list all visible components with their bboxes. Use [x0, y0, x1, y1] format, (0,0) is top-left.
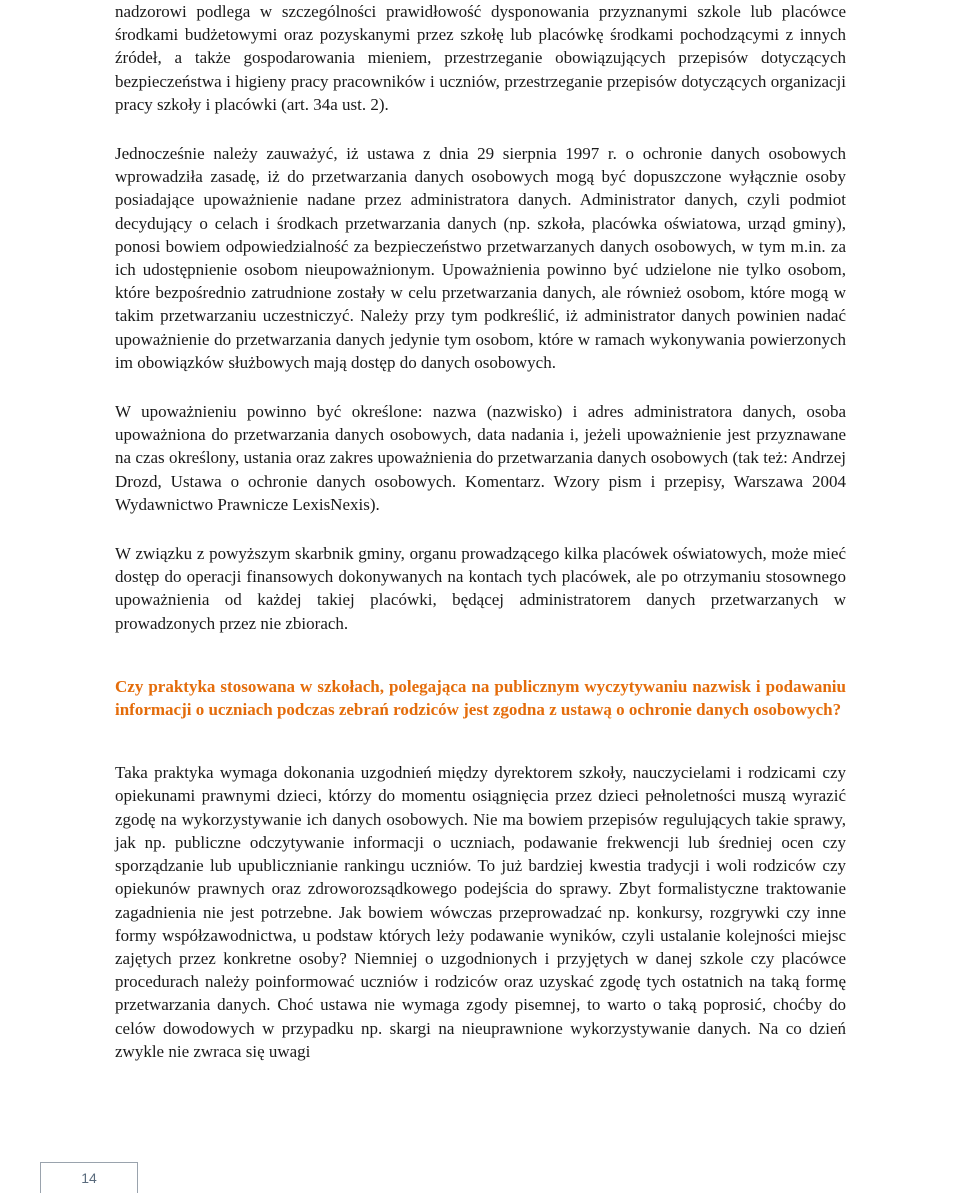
page-number: 14 — [81, 1170, 97, 1186]
answer-paragraph: Taka praktyka wymaga dokonania uzgodnień między dyrektorem szkoły, nauczycielami i rodzicami czy opiekunami prawnymi dzieci, którzy do momentu osiągnięcia przez dzieci pełnoletności muszą wyrazić zgodę na wykorzystywanie ich danych osobowych. Nie ma bowiem przepisów regulujących takie sprawy, jak np. publiczne odczytywanie informacji o uczniach, podawanie frekwencji lub średniej ocen czy sporządzanie lub upublicznianie rankingu uczniów. To już bardziej kwestia tradycji i woli rodziców czy opiekunów prawnych oraz zdroworozsądkowego podejścia do sprawy. Zbyt formalistyczne traktowanie zagadnienia nie jest potrzebne. Jak bowiem wówczas przeprowadzać np. konkursy, rozgrywki czy inne formy współzawodnictwa, u podstaw których leży podawanie wyników, czyli ustalanie kolejności miejsc zajętych przez konkretne osoby? Niemniej o uzgodnionych i przyjętych w danej szkole czy placówce procedurach należy poinformować uczniów i rodziców oraz uzyskać zgodę tych ostatnich na taką formę przetwarzania danych. Choć ustawa nie wymaga zgody pisemnej, to warto o taką poprosić, choćby do celów dowodowych w przypadku np. skargi na nieuprawnione wykorzystywanie danych. Na co dzień zwykle nie zwraca się uwagi — [115, 763, 846, 1061]
spacer — [115, 635, 846, 675]
question-heading: Czy praktyka stosowana w szkołach, polegająca na publicznym wyczytywaniu nazwisk i podawaniu informacji o uczniach podczas zebrań rodziców jest zgodna z ustawą o ochronie danych osobowych? — [115, 676, 846, 720]
spacer — [115, 116, 846, 142]
spacer — [115, 516, 846, 542]
paragraph-1: nadzorowi podlega w szczególności prawidłowość dysponowania przyznanymi szkole lub placówce środkami budżetowymi oraz pozyskanymi przez szkołę lub placówkę środkami pochodzącymi z innych źródeł, a także gospodarowania mieniem, przestrzeganie obowiązujących przepisów dotyczących bezpieczeństwa i higieny pracy pracowników i uczniów, przestrzeganie przepisów dotyczących organizacji pracy szkoły i placówki (art. 34a ust. 2). — [115, 2, 846, 114]
paragraph-2: Jednocześnie należy zauważyć, iż ustawa z dnia 29 sierpnia 1997 r. o ochronie danych osobowych wprowadziła zasadę, iż do przetwarzania danych osobowych mogą być dopuszczone wyłącznie osoby posiadające upoważnienie nadane przez administratora danych. Administrator danych, czyli podmiot decydujący o celach i środkach przetwarzania danych (np. szkoła, placówka oświatowa, urząd gminy), ponosi bowiem odpowiedzialność za bezpieczeństwo przetwarzanych danych osobowych, w tym m.in. za ich udostępnienie osobom nieupoważnionym. Upoważnienia powinno być udzielone nie tylko osobom, które bezpośrednio zatrudnione zostały w celu przetwarzania danych, ale również osobom, które mogą w takim przetwarzaniu uczestniczyć. Należy przy tym podkreślić, iż administrator danych powinien nadać upoważnienie do przetwarzania danych jedynie tym osobom, które w ramach wykonywania powierzonych im obowiązków służbowych mają dostęp do danych osobowych. — [115, 144, 846, 372]
page-number-box — [40, 1162, 138, 1193]
paragraph-3: W upoważnieniu powinno być określone: nazwa (nazwisko) i adres administratora danych, osoba upoważniona do przetwarzania danych osobowych, data nadania i, jeżeli upoważnienie jest przyznawane na czas określony, ustania oraz zakres upoważnienia do przetwarzania danych osobowych (tak też: Andrzej Drozd, Ustawa o ochronie danych osobowych. Komentarz. Wzory pism i przepisy, Warszawa 2004 Wydawnictwo Prawnicze LexisNexis). — [115, 402, 846, 514]
paragraph-4: W związku z powyższym skarbnik gminy, organu prowadzącego kilka placówek oświatowych, może mieć dostęp do operacji finansowych dokonywanych na kontach tych placówek, ale po otrzymaniu stosownego upoważnienia od każdej takiej placówki, będącej administratorem danych przetwarzanych w prowadzonych przez nie zbiorach. — [115, 544, 846, 633]
spacer — [115, 721, 846, 761]
spacer — [115, 374, 846, 400]
document-body — [115, 0, 846, 1063]
